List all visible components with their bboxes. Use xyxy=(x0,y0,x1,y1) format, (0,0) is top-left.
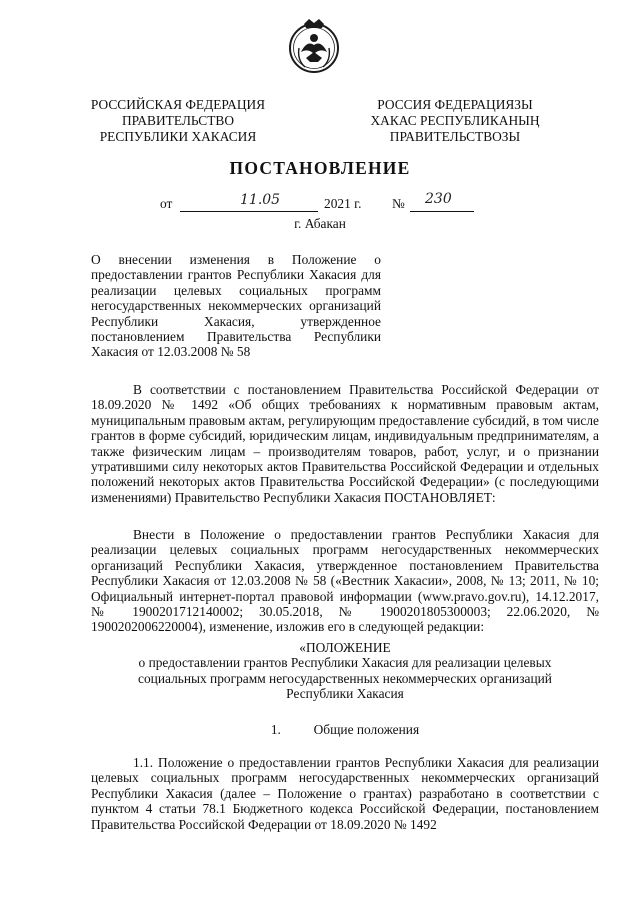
section-number: 1. xyxy=(270,722,281,737)
city: г. Абакан xyxy=(294,216,346,231)
inserted-title-line: Республики Хакасия xyxy=(286,686,404,702)
header-left-line: РЕСПУБЛИКИ ХАКАСИЯ xyxy=(99,129,257,144)
header-right-line: РОССИЯ ФЕДЕРАЦИЯЗЫ xyxy=(377,97,533,112)
section-heading xyxy=(91,722,599,737)
coat-of-arms-icon xyxy=(287,18,341,76)
inserted-title xyxy=(91,640,599,702)
inserted-title-line: социальных программ негосударственных некоммерческих организаций xyxy=(138,670,552,686)
header-left xyxy=(78,97,278,145)
document-subject: О внесении изменения в Положение о предоставлении грантов Республики Хакасия для реализации целевых социальных программ негосударственных некоммерческих организаций Республики Хакасия, утвержденное постановлением Правительства Республики Хакасия от 12.03.2008 № 58 xyxy=(91,252,381,360)
header-left-line: РОССИЙСКАЯ ФЕДЕРАЦИЯ xyxy=(90,97,266,112)
date-prefix: от xyxy=(160,196,173,211)
header-left-line: ПРАВИТЕЛЬСТВО xyxy=(121,113,234,128)
date-line xyxy=(160,191,480,216)
amendment-paragraph: Внести в Положение о предоставлении грантов Республики Хакасия для реализации целевых социальных программ негосударственных некоммерческих организаций Республики Хакасия, утвержденное постановлением Правительства Республики Хакасия от 12.03.2008 № 58 («Вестник Хакасии», 2008, № 13; 2011, № 10; Официальный интернет-портал правовой информации (www.pravo.gov.ru), 14.12.2017, № 1900201712140002; 30.05.2018, № 1900201805300003; 22.06.2020, № 1900202006220004), изменение, изложив его в следующей редакции: xyxy=(91,527,599,635)
header-right xyxy=(360,97,550,145)
inserted-title-line: о предоставлении грантов Республики Хакасия для реализации целевых xyxy=(138,655,552,671)
clause-1-1: 1.1. Положение о предоставлении грантов Республики Хакасия для реализации целевых социальных программ негосударственных некоммерческих организаций Республики Хакасия (далее – Положение о грантах) разработано в соответствии с пунктом 4 статьи 78.1 Бюджетного кодекса Российской Федерации, постановлением Правительства Российской Федерации от 18.09.2020 № 1492 xyxy=(91,755,599,832)
inserted-title-line: «ПОЛОЖЕНИЕ xyxy=(299,640,391,655)
header-right-line: ХАКАС РЕСПУБЛИКАНЫҢ xyxy=(370,113,540,128)
handwritten-date: 11.05 xyxy=(240,192,281,208)
section-title: Общие положения xyxy=(313,722,420,737)
date-year: 2021 г. xyxy=(324,196,362,211)
handwritten-number: 230 xyxy=(425,191,452,207)
preamble-paragraph: В соответствии с постановлением Правительства Российской Федерации от 18.09.2020 № 1492 «Об общих требованиях к нормативным правовым актам, муниципальным правовым актам, регулирующим предоставление субсидий, в том числе грантов в форме субсидий, юридическим лицам, индивидуальным предпринимателям, а также физическим лицам – производителям товаров, работ, услуг, и о признании утратившими силу некоторых актов Правительства Российской Федерации и отдельных положений некоторых актов Правительства Российской Федерации» (с последующими изменениями) Правительство Республики Хакасия ПОСТАНОВЛЯЕТ: xyxy=(91,382,599,505)
header-right-line: ПРАВИТЕЛЬСТВОЗЫ xyxy=(389,129,521,144)
number-sign: № xyxy=(392,196,405,211)
document-title: ПОСТАНОВЛЕНИЕ xyxy=(229,158,411,178)
